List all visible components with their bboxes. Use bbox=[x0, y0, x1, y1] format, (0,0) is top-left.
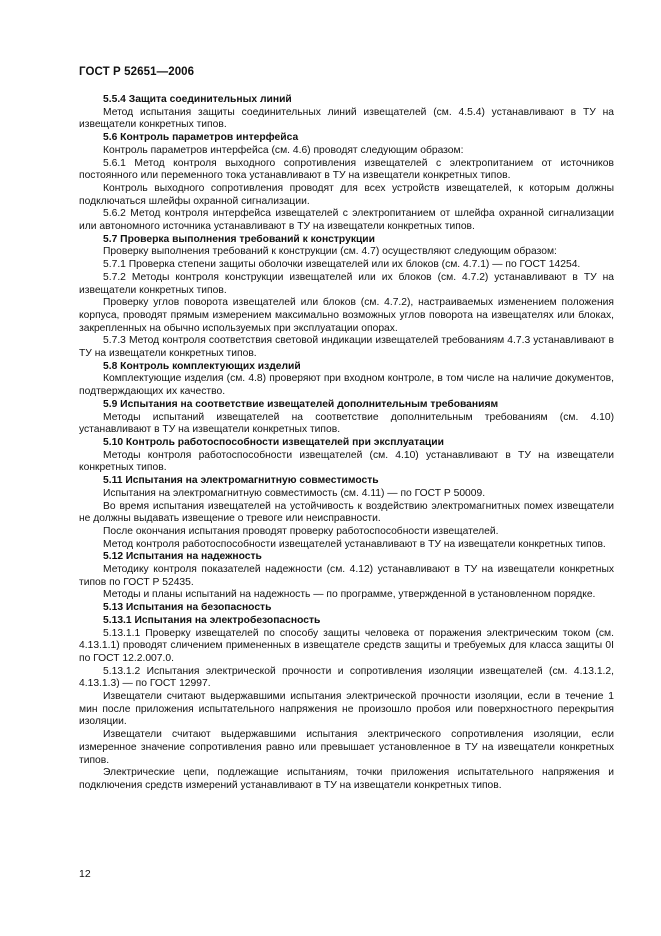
body-paragraph: 5.13.1.1 Проверку извещателей по способу защиты человека от поражения электрическим током (см. 4.13.1.1) проводят сличением примененных в извещателе средств защиты и требуемых для класса защиты 0I по ГОСТ 12.2.007.0. bbox=[79, 627, 614, 664]
section-heading: 5.7 Проверка выполнения требований к конструкции bbox=[103, 233, 375, 245]
section-heading: 5.6 Контроль параметров интерфейса bbox=[103, 132, 299, 144]
body-paragraph: Метод контроля работоспособности извещателей устанавливают в ТУ на извещатели конкретных типов. bbox=[103, 538, 606, 550]
body-paragraph: Методы и планы испытаний на надежность — по программе, утвержденной в установленном порядке. bbox=[103, 589, 596, 601]
body-paragraph: Методы испытаний извещателей на соответствие дополнительным требованиям (см. 4.10) устанавливают в ТУ на извещатели конкретных типов. bbox=[79, 411, 614, 436]
body-paragraph: Методику контроля показателей надежности (см. 4.12) устанавливают в ТУ на извещатели конкретных типов по ГОСТ Р 52435. bbox=[79, 564, 614, 588]
body-paragraph: Извещатели считают выдержавшими испытания электрического сопротивления изоляции, если измеренное значение сопротивления равно или превышает установленное в ТУ на извещатели конкретных типов. bbox=[79, 729, 614, 766]
body-paragraph: 5.6.2 Метод контроля интерфейса извещателей с электропитанием от шлейфа охранной сигнализации или автономного источника устанавливают в ТУ на извещатели конкретных типов. bbox=[79, 208, 614, 233]
section-heading: 5.13.1 Испытания на электробезопасность bbox=[103, 614, 321, 626]
body-paragraph: Извещатели считают выдержавшими испытания электрической прочности изоляции, если в течение 1 мин после приложения испытательного напряжения не произошло пробоя или поверхностного перекрытия изоляции. bbox=[79, 691, 614, 728]
body-paragraph: 5.13.1.2 Испытания электрической прочности и сопротивления изоляции извещателей (см. 4.13.1.2, 4.13.1.3) — по ГОСТ 12997. bbox=[79, 665, 614, 690]
section-heading: 5.12 Испытания на надежность bbox=[103, 551, 262, 563]
body-paragraph: Испытания на электромагнитную совместимость (см. 4.11) — по ГОСТ Р 50009. bbox=[103, 487, 486, 499]
body-paragraph: Контроль параметров интерфейса (см. 4.6) проводят следующим образом: bbox=[103, 144, 464, 156]
body-paragraph: 5.7.2 Методы контроля конструкции извещателей или их блоков (см. 4.7.2) устанавливают в ТУ на извещатели конкретных типов. bbox=[79, 271, 614, 296]
body-paragraph: 5.6.1 Метод контроля выходного сопротивления извещателей с электропитанием от источников постоянного или переменного тока устанавливают в ТУ на извещатели конкретных типов. bbox=[79, 157, 614, 182]
section-heading: 5.11 Испытания на электромагнитную совместимость bbox=[103, 475, 379, 487]
body-paragraph: После окончания испытания проводят проверку работоспособности извещателей. bbox=[103, 525, 499, 537]
page-number: 12 bbox=[79, 868, 91, 880]
body-paragraph: Во время испытания извещателей на устойчивость к воздействию электромагнитных помех извещатели не должны выдавать извещение о тревоге или неисправности. bbox=[79, 500, 614, 525]
document-header: ГОСТ Р 52651—2006 bbox=[79, 66, 195, 78]
section-heading: 5.8 Контроль комплектующих изделий bbox=[103, 360, 301, 372]
section-heading: 5.13 Испытания на безопасность bbox=[103, 602, 272, 614]
body-paragraph: Контроль выходного сопротивления проводят для всех устройств извещателей, к которым должны подключаться шлейфы охранной сигнализации. bbox=[79, 182, 614, 207]
body-paragraph: Проверку выполнения требований к конструкции (см. 4.7) осуществляют следующим образом: bbox=[103, 246, 557, 258]
body-paragraph: Методы контроля работоспособности извещателей (см. 4.10) устанавливают в ТУ на извещатели конкретных типов. bbox=[79, 449, 614, 474]
body-paragraph: Проверку углов поворота извещателей или блоков (см. 4.7.2), настраиваемых изменением положения корпуса, проводят прямым измерением максимально возможных углов поворота на извещателях или блоках, закрепленных на обычно используемых при эксплуатации опорах. bbox=[79, 297, 614, 334]
body-paragraph: 5.7.1 Проверка степени защиты оболочки извещателей или их блоков (см. 4.7.1) — по ГОСТ 14254. bbox=[103, 259, 581, 271]
section-heading: 5.10 Контроль работоспособности извещателей при эксплуатации bbox=[103, 436, 444, 448]
body-paragraph: 5.7.3 Метод контроля соответствия световой индикации извещателей требованиям 4.7.3 устанавливают в ТУ на извещатели конкретных типов. bbox=[79, 335, 614, 360]
document-body bbox=[79, 94, 614, 793]
body-paragraph: Электрические цепи, подлежащие испытаниям, точки приложения испытательного напряжения и подключения средств измерений устанавливают в ТУ на извещатели конкретных типов. bbox=[79, 767, 614, 791]
section-heading: 5.9 Испытания на соответствие извещателей дополнительным требованиям bbox=[103, 398, 499, 410]
section-heading: 5.5.4 Защита соединительных линий bbox=[103, 94, 292, 105]
body-paragraph: Комплектующие изделия (см. 4.8) проверяют при входном контроле, в том числе на наличие документов, подтверждающих их качество. bbox=[79, 373, 614, 398]
body-paragraph: Метод испытания защиты соединительных линий извещателей (см. 4.5.4) устанавливают в ТУ на извещатели конкретных типов. bbox=[79, 106, 614, 131]
